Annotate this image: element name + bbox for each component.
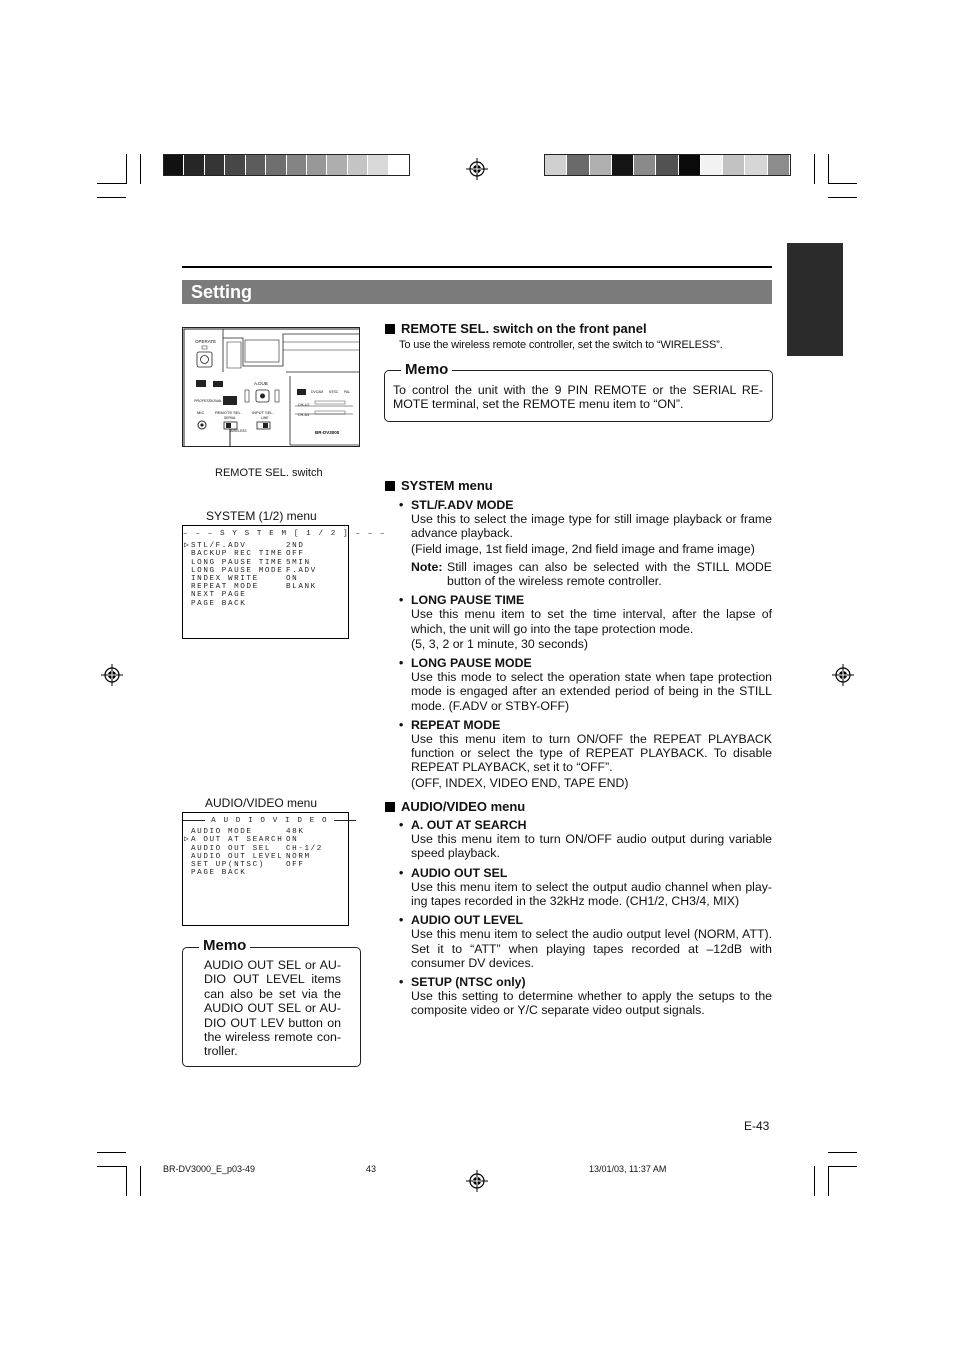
menu-row-value: F.ADV <box>286 566 317 575</box>
menu-item <box>399 498 772 588</box>
color-swatch <box>225 155 245 175</box>
remote-sel-text: To use the wireless remote controller, set the switch to “WIRELESS”. <box>399 339 723 351</box>
menu-item-text: Use this menu item to turn ON/OFF audio output during variable speed playback. <box>411 832 772 861</box>
menu-item-text: Use this menu item to set the time interval, after the lapse of which, the unit will go into the tape protection mode. <box>411 607 772 636</box>
menu-item-heading-text: AUDIO OUT SEL <box>411 865 508 880</box>
av-menu-header <box>183 817 348 825</box>
system-menu-header: – – – S Y S T E M [ 1 / 2 ] – – – <box>183 530 387 538</box>
menu-item-text: Use this to select the image type for still image playback or frame advance playback. <box>411 512 772 541</box>
menu-item-heading-text: A. OUT AT SEARCH <box>411 818 527 832</box>
menu-row-key: REPEAT MODE <box>191 583 259 592</box>
bullet-icon: • <box>399 975 404 990</box>
menu-item-heading <box>399 866 772 880</box>
color-swatch <box>287 155 307 175</box>
menu-item <box>399 913 772 970</box>
label-wireless: WIRELESS <box>230 429 247 433</box>
menu-item-heading-text: AUDIO OUT LEVEL <box>411 913 524 928</box>
system-menu-screen <box>182 525 387 639</box>
remote-sel-heading-text: REMOTE SEL. switch on the front panel <box>401 321 647 336</box>
menu-item-extra: (Field image, 1st field image, 2nd field image and frame image) <box>411 541 755 556</box>
menu-item <box>399 975 772 1018</box>
color-swatch <box>679 155 701 175</box>
color-swatch <box>656 155 678 175</box>
label-mic: MIC <box>197 410 205 415</box>
bullet-icon: • <box>399 717 404 732</box>
color-swatch <box>205 155 225 175</box>
registration-mark-left <box>101 664 123 686</box>
menu-row-value: 5MIN <box>286 558 311 567</box>
menu-item-text: Use this menu item to select the audio output level (NORM, ATT). Set it to “ATT” when playing tapes recorded at –12dB with consumer DV devices. <box>411 927 772 970</box>
menu-item-extra: (OFF, INDEX, VIDEO END, TAPE END) <box>411 775 629 790</box>
menu-row-key: PAGE BACK <box>191 869 247 878</box>
system-items <box>399 498 772 795</box>
color-swatch <box>184 155 204 175</box>
label-dvcam: DVCAM <box>311 390 324 394</box>
av-menu-title: AUDIO/VIDEO menu <box>205 796 318 810</box>
menu-row-key: STL/F.ADV <box>191 542 247 551</box>
menu-item-heading-text: REPEAT MODE <box>411 717 501 732</box>
label-ch34: CH-3/4 <box>298 413 310 417</box>
menu-item <box>399 593 772 651</box>
footer-date: 13/01/03, 11:37 AM <box>589 1164 667 1174</box>
memo-right-label: Memo <box>401 361 452 378</box>
menu-item-heading <box>399 656 772 670</box>
note-text: Still images can also be selected with the STILL MODE button of the wireless remote controller. <box>447 559 772 589</box>
bullet-icon: • <box>399 913 404 928</box>
menu-row-key: INDEX WRITE <box>191 575 259 584</box>
label-pal: PAL <box>344 390 351 394</box>
label-remote-sel: REMOTE SEL. <box>215 410 242 415</box>
menu-row-value: NORM <box>286 852 311 861</box>
menu-item <box>399 656 772 713</box>
menu-row-key: PAGE BACK <box>191 599 247 608</box>
menu-item-heading-text: SETUP (NTSC only) <box>411 975 526 990</box>
menu-item-text: Use this mode to select the operation state when tape protection mode is engaged after an extended period of being in the STILL mode. (F.ADV or STBY-OFF) <box>411 670 772 713</box>
menu-item-heading <box>399 818 772 832</box>
memo-right-text: To control the unit with the 9 PIN REMOTE or the SERIAL RE-MOTE terminal, set the REMOTE menu item to “ON”. <box>393 383 763 412</box>
label-input-sel: INPUT SEL. <box>252 410 274 415</box>
bullet-icon: • <box>399 656 404 671</box>
menu-item <box>399 818 772 861</box>
color-swatch <box>745 155 767 175</box>
label-professional: PROFESSIONAL <box>194 399 222 403</box>
menu-row <box>183 575 348 583</box>
menu-item-heading <box>399 593 772 607</box>
menu-row-value: 48K <box>286 828 305 837</box>
remote-sel-heading <box>385 321 647 336</box>
menu-row <box>183 591 348 599</box>
color-swatch <box>368 155 388 175</box>
memo-left-label: Memo <box>199 937 250 954</box>
system-heading-text: SYSTEM menu <box>401 478 493 493</box>
menu-row <box>183 583 348 591</box>
color-swatch <box>545 155 567 175</box>
cursor-triangle-icon: ▷ <box>184 541 191 551</box>
color-swatch <box>634 155 656 175</box>
menu-row <box>183 869 348 877</box>
label-ch12: CH-1/2 <box>298 403 310 407</box>
menu-row <box>183 836 348 844</box>
av-heading-text: AUDIO/VIDEO menu <box>401 799 526 814</box>
menu-row <box>183 845 348 853</box>
menu-row-key: AUDIO MODE <box>191 828 253 837</box>
menu-row-key: LONG PAUSE TIME <box>191 558 284 567</box>
menu-item-heading <box>399 498 772 512</box>
menu-item-heading <box>399 718 772 732</box>
color-swatch <box>389 155 409 175</box>
front-panel-illustration <box>182 327 360 447</box>
menu-row-value: OFF <box>286 550 305 559</box>
menu-row <box>183 600 348 608</box>
bullet-icon: • <box>399 865 404 880</box>
menu-item-heading <box>399 913 772 927</box>
top-rule <box>182 266 772 268</box>
color-swatch <box>590 155 612 175</box>
av-items <box>399 818 772 1023</box>
menu-row <box>183 853 348 861</box>
page-number: E-43 <box>744 1119 770 1133</box>
note <box>399 560 772 588</box>
memo-left-text: AUDIO OUT SEL or AU-DIO OUT LEVEL items can also be set via the AUDIO OUT SEL or AU-DIO OUT LEV button on the wireless remote con-troller. <box>204 958 341 1059</box>
menu-item-heading-text: LONG PAUSE TIME <box>411 593 525 608</box>
color-swatch <box>567 155 589 175</box>
color-swatch <box>723 155 745 175</box>
menu-row-value: ON <box>286 836 299 845</box>
menu-row-key: NEXT PAGE <box>191 591 247 600</box>
bullet-icon: • <box>399 818 404 832</box>
remote-sel-caption: REMOTE SEL. switch <box>215 467 323 479</box>
av-heading <box>385 799 525 814</box>
system-heading <box>385 478 493 493</box>
section-title: Setting <box>191 282 252 302</box>
color-swatch <box>701 155 723 175</box>
footer-file: BR-DV3000_E_p03-49 <box>163 1164 256 1174</box>
menu-item-heading-text: LONG PAUSE MODE <box>411 656 532 671</box>
label-operate: OPERATE <box>195 339 217 344</box>
menu-item <box>399 718 772 790</box>
menu-row-key: A OUT AT SEARCH <box>191 836 284 845</box>
label-adub: A.DUB <box>254 381 268 386</box>
menu-row <box>183 861 348 869</box>
bullet-icon: • <box>399 593 404 608</box>
menu-row <box>183 542 348 550</box>
menu-row <box>183 550 348 558</box>
menu-item-extra: (5, 3, 2 or 1 minute, 30 seconds) <box>411 636 589 651</box>
bullet-icon: • <box>399 498 404 512</box>
color-swatch <box>164 155 184 175</box>
color-swatch <box>307 155 327 175</box>
menu-row-key: BACKUP REC TIME <box>191 550 284 559</box>
menu-item <box>399 866 772 909</box>
registration-mark-right <box>832 664 854 686</box>
note-label: Note: <box>411 559 443 574</box>
menu-row <box>183 559 348 567</box>
system-menu-title: SYSTEM (1/2) menu <box>206 509 317 523</box>
menu-row-value: 2ND <box>286 542 305 551</box>
color-bar-left <box>163 154 410 176</box>
menu-item-text: Use this menu item to select the output audio channel when play-ing tapes recorded in the 32kHz mode. (CH1/2, CH3/4, MIX) <box>411 879 772 909</box>
av-menu-header-text: A U D I O V I D E O <box>211 817 329 825</box>
chapter-tab <box>787 243 843 356</box>
menu-item-text: Use this menu item to turn ON/OFF the REPEAT PLAYBACK function or select the type of REPEAT PLAYBACK. To disable REPEAT PLAYBACK, set it to “OFF”. <box>411 732 772 775</box>
menu-row <box>183 567 348 575</box>
color-swatch <box>612 155 634 175</box>
menu-item-heading-text: STL/F.ADV MODE <box>411 498 514 512</box>
label-line: LINE <box>261 416 269 420</box>
menu-item-heading <box>399 975 772 989</box>
menu-row-key: AUDIO OUT LEVEL <box>191 852 284 861</box>
av-menu-screen <box>182 812 349 926</box>
color-swatch <box>266 155 286 175</box>
menu-row-key: SET UP(NTSC) <box>191 861 265 870</box>
footer-sheet: 43 <box>366 1164 377 1174</box>
color-bar-right <box>544 154 791 176</box>
label-model: BR-DV3000 <box>315 430 340 435</box>
menu-item-text: Use this setting to determine whether to apply the setups to the composite video or Y/C separate video output signals. <box>411 989 772 1018</box>
color-swatch <box>246 155 266 175</box>
menu-row-key: LONG PAUSE MODE <box>191 566 284 575</box>
registration-mark-bottom <box>466 1170 488 1192</box>
color-swatch <box>327 155 347 175</box>
menu-row-value: ON <box>286 575 299 584</box>
menu-row-value: CH-1/2 <box>286 844 323 853</box>
menu-row-value: OFF <box>286 861 305 870</box>
color-swatch <box>348 155 368 175</box>
section-title-bar <box>182 280 772 304</box>
menu-row-value: BLANK <box>286 583 317 592</box>
registration-mark-top <box>466 158 488 180</box>
color-swatch <box>768 155 790 175</box>
menu-row-key: AUDIO OUT SEL <box>191 844 272 853</box>
cursor-triangle-icon: ▷ <box>184 835 191 845</box>
menu-row <box>183 828 348 836</box>
label-serial: SERIAL <box>224 416 237 420</box>
label-ntsc: NTSC <box>329 390 339 394</box>
